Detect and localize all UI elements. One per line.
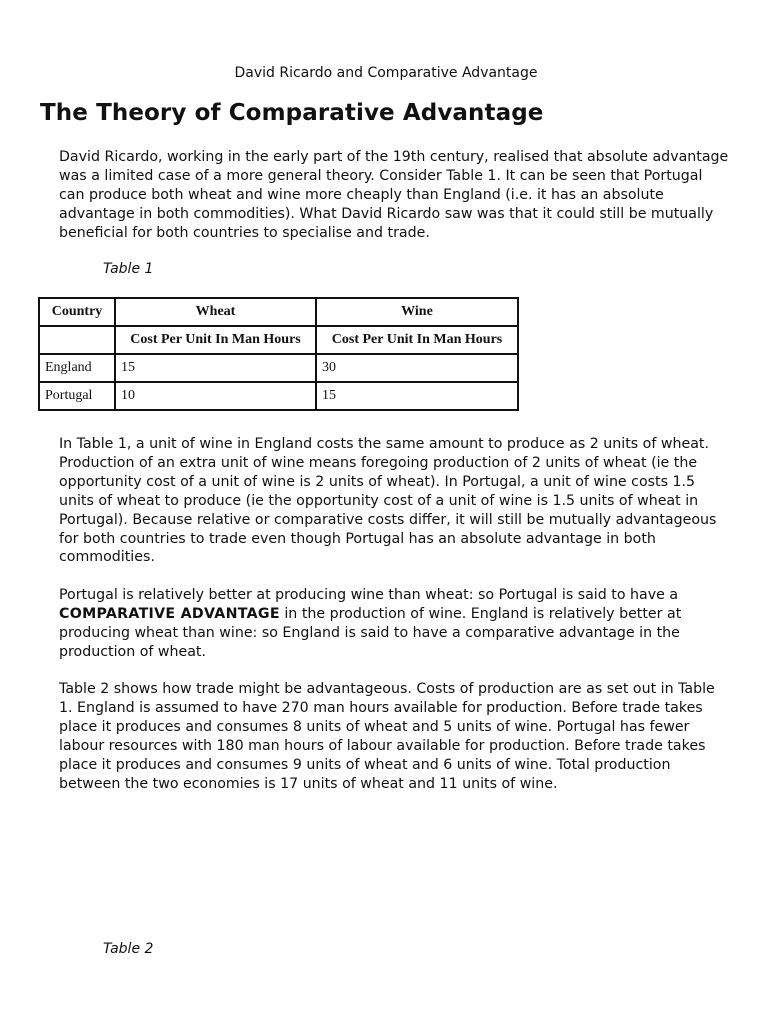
paragraph-trade-example: Table 2 shows how trade might be advantageous. Costs of production are as set out in Table 1. England is assumed to have 270 man hours available for production. Before trade takes place it produces and consumes 8 units of wheat and 5 units of wine. Portugal has fewer labour resources with 180 man hours of labour available for production. Before trade takes place it produces and consumes 9 units of wheat and 6 units of wine. Total production between the two economies is 17 units of wheat and 11 units of wine. <box>59 681 715 792</box>
cell-wine-cost: 30 <box>316 354 518 382</box>
page-title: The Theory of Comparative Advantage <box>40 100 544 126</box>
subheader-cell-empty <box>39 326 115 354</box>
table-1-caption: Table 1 <box>103 261 154 277</box>
table-2-caption: Table 2 <box>103 941 154 957</box>
cell-country: England <box>39 354 115 382</box>
cell-wine-cost: 15 <box>316 382 518 410</box>
table-row <box>39 354 518 382</box>
emphasis-term: COMPARATIVE ADVANTAGE <box>59 605 280 622</box>
paragraph-text: Portugal is relatively better at producing wine than wheat: so Portugal is said to have a <box>59 587 679 603</box>
running-header: David Ricardo and Comparative Advantage <box>234 65 538 81</box>
paragraph-comparative-advantage <box>59 586 729 662</box>
header-cell-wheat: Wheat <box>115 298 316 326</box>
cell-country: Portugal <box>39 382 115 410</box>
header-cell-wine: Wine <box>316 298 518 326</box>
paragraph-text: in the production of wine. England is relatively better at producing wheat than wine: so England is said to have a comparative advantage in the production of wheat. <box>59 605 682 660</box>
cell-wheat-cost: 15 <box>115 354 316 382</box>
subheader-cell-wheat-cost: Cost Per Unit In Man Hours <box>115 326 316 354</box>
table-1 <box>38 297 519 411</box>
cell-wheat-cost: 10 <box>115 382 316 410</box>
header-cell-country: Country <box>39 298 115 326</box>
subheader-cell-wine-cost: Cost Per Unit In Man Hours <box>316 326 518 354</box>
table-subheader-row <box>39 326 518 354</box>
table-row <box>39 382 518 410</box>
table-header-row <box>39 298 518 326</box>
paragraph-intro: David Ricardo, working in the early part of the 19th century, realised that absolute advantage was a limited case of a more general theory. Consider Table 1. It can be seen that Portugal can produce both wheat and wine more cheaply than England (i.e. it has an absolute advantage in both commodities). What David Ricardo saw was that it could still be mutually beneficial for both countries to specialise and trade. <box>59 149 729 241</box>
paragraph-opportunity-cost: In Table 1, a unit of wine in England costs the same amount to produce as 2 units of wheat. Production of an extra unit of wine means foregoing production of 2 units of wheat (ie the opportunity cost of a unit of wine is 2 units of wheat). In Portugal, a unit of wine costs 1.5 units of wheat to produce (ie the opportunity cost of a unit of wine is 1.5 units of wheat in Portugal). Because relative or comparative costs differ, it will still be mutually advantageous for both countries to trade even though Portugal has an absolute advantage in both commodities. <box>59 436 717 566</box>
